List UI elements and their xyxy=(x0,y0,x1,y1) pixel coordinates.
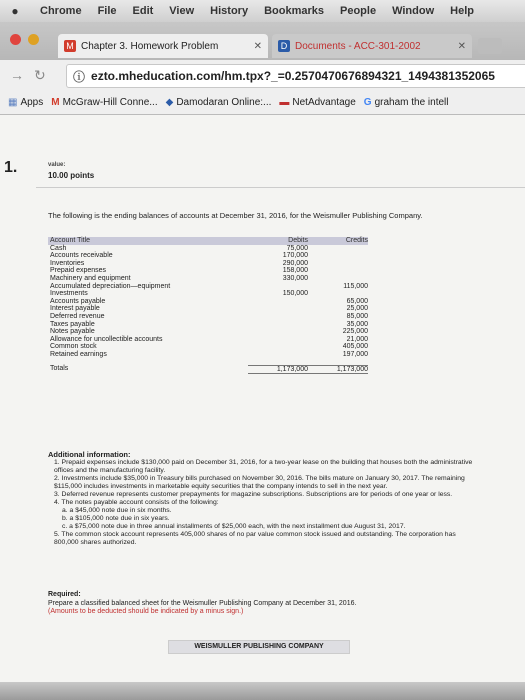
close-tab-icon[interactable]: ✕ xyxy=(457,40,466,52)
documents-favicon-icon: D xyxy=(278,40,290,52)
bookmarks-bar xyxy=(0,90,525,115)
info-item: 4. The notes payable account consists of the following: xyxy=(54,499,219,506)
bookmark-graham[interactable] xyxy=(364,97,449,108)
menu-help[interactable]: Help xyxy=(450,5,474,17)
apple-icon[interactable]: ● xyxy=(11,4,19,18)
credit-cell: 225,000 xyxy=(342,328,368,336)
account-cell: Investments xyxy=(50,290,88,298)
info-item: 1. Prepaid expenses include $130,000 paid on December 31, 2016, for a two-year lease on the building that houses both the administrative offices and the manufacturing facility. xyxy=(54,459,473,474)
balance-sheet-company-header: WEISMULLER PUBLISHING COMPANY xyxy=(168,640,350,654)
account-cell: Accounts receivable xyxy=(50,252,113,260)
netadvantage-icon: ▬ xyxy=(279,96,290,108)
tab-documents-acc[interactable] xyxy=(272,34,472,58)
new-tab-button[interactable] xyxy=(478,38,502,54)
menu-bookmarks[interactable]: Bookmarks xyxy=(264,5,324,17)
menu-window[interactable]: Window xyxy=(392,5,435,17)
account-cell: Interest payable xyxy=(50,305,100,313)
tab-title: Chapter 3. Homework Problem xyxy=(81,40,219,52)
laptop-bezel xyxy=(0,682,525,700)
table-row xyxy=(48,267,368,275)
required-text: Prepare a classified balanced sheet for the Weismuller Publishing Company at December 31, 2016. xyxy=(48,599,357,607)
diamond-icon: ◆ xyxy=(165,96,174,108)
tab-strip xyxy=(0,22,525,60)
debit-cell: 330,000 xyxy=(282,274,308,282)
bookmark-label: McGraw-Hill Conne... xyxy=(62,96,158,108)
table-body xyxy=(48,245,368,359)
account-cell: Retained earnings xyxy=(50,350,107,358)
credit-cell: 85,000 xyxy=(346,312,368,320)
debit-cell: 170,000 xyxy=(282,252,308,260)
account-cell: Inventories xyxy=(50,259,85,267)
bookmark-mcgraw-hill[interactable] xyxy=(51,97,157,108)
account-cell: Machinery and equipment xyxy=(50,274,131,282)
bookmark-netadvantage[interactable] xyxy=(279,97,355,108)
table-header-row xyxy=(48,237,368,245)
table-row xyxy=(48,298,368,306)
account-cell: Taxes payable xyxy=(50,320,95,328)
credit-cell: 21,000 xyxy=(346,335,368,343)
tab-title: Documents - ACC-301-2002 xyxy=(295,40,421,52)
table-row xyxy=(48,343,368,351)
table-row xyxy=(48,290,368,298)
google-icon: G xyxy=(363,96,372,108)
bookmark-label: Damodaran Online:... xyxy=(176,96,272,108)
back-arrow-icon[interactable]: → xyxy=(10,67,24,83)
question-intro: The following is the ending balances of accounts at December 31, 2016, for the Weismuller Publishing Company. xyxy=(48,211,423,220)
note-item: c. a $75,000 note due in three annual installments of $25,000 each, with the next installment due August 31, 2017. xyxy=(62,523,406,530)
account-cell: Notes payable xyxy=(50,328,95,336)
menu-history[interactable]: History xyxy=(210,5,249,17)
question-number: 1. xyxy=(4,159,18,176)
bookmark-label: graham the intell xyxy=(374,96,449,108)
account-cell: Deferred revenue xyxy=(50,312,105,320)
reload-icon[interactable]: ↻ xyxy=(34,66,46,83)
toolbar xyxy=(0,60,525,90)
bookmark-label: NetAdvantage xyxy=(292,96,356,108)
credit-cell: 65,000 xyxy=(346,297,368,305)
account-cell: Common stock xyxy=(50,343,97,351)
account-cell: Cash xyxy=(50,244,67,252)
totals-debit: 1,173,000 xyxy=(248,365,308,375)
menu-people[interactable]: People xyxy=(340,5,377,17)
column-header-credits: Credits xyxy=(345,237,368,244)
totals-row xyxy=(48,365,368,373)
table-row xyxy=(48,275,368,283)
additional-info-heading: Additional information: xyxy=(48,450,131,459)
apps-grid-icon: ▦ xyxy=(8,96,18,108)
credit-cell: 405,000 xyxy=(342,343,368,351)
window-controls xyxy=(10,34,39,45)
note-item: b. a $105,000 note due in six years. xyxy=(62,515,170,522)
credit-cell: 197,000 xyxy=(342,350,368,358)
bookmark-damodaran[interactable] xyxy=(166,97,272,108)
account-cell: Accounts payable xyxy=(50,297,106,305)
table-row xyxy=(48,245,368,253)
totals-credit: 1,173,000 xyxy=(308,365,368,375)
menu-edit[interactable]: Edit xyxy=(132,5,154,17)
minimize-window-button[interactable] xyxy=(28,34,39,45)
required-note: (Amounts to be deducted should be indicated by a minus sign.) xyxy=(48,608,244,615)
info-item: 3. Deferred revenue represents customer prepayments for magazine subscriptions. Subscriptions are for periods of one year or less. xyxy=(54,491,453,498)
close-window-button[interactable] xyxy=(10,34,21,45)
info-icon[interactable]: ⓘ xyxy=(73,69,86,84)
additional-information xyxy=(48,451,478,547)
mcgraw-hill-favicon-icon: M xyxy=(64,40,76,52)
url-text: ezto.mheducation.com/hm.tpx?_=0.2570470676894321_1494381352065 xyxy=(91,69,495,83)
address-bar[interactable] xyxy=(66,64,525,88)
column-header-account: Account Title xyxy=(50,237,91,244)
bookmark-apps[interactable] xyxy=(8,97,43,108)
table-row xyxy=(48,351,368,359)
table-row xyxy=(48,313,368,321)
table-row xyxy=(48,336,368,344)
menu-file[interactable]: File xyxy=(97,5,117,17)
required-section xyxy=(48,591,478,617)
mac-menubar xyxy=(0,0,525,22)
table-row xyxy=(48,260,368,268)
column-header-debits: Debits xyxy=(288,237,308,244)
points-value: 10.00 points xyxy=(48,171,95,180)
menu-view[interactable]: View xyxy=(169,5,195,17)
tab-chapter-3-homework[interactable] xyxy=(58,34,268,58)
info-item: 2. Investments include $35,000 in Treasury bills purchased on November 30, 2016. The bills mature on January 30, 2017. The remaining $115,000 includes investments in marketable equity securities that the company intends to sell in the next year. xyxy=(54,475,465,490)
info-item: 5. The common stock account represents 405,000 shares of no par value common stock issued and outstanding. The corporation has 800,000 shares authorized. xyxy=(54,531,456,546)
credit-cell: 115,000 xyxy=(343,282,368,290)
table-row xyxy=(48,283,368,291)
mcgraw-hill-icon: M xyxy=(51,96,60,108)
required-heading: Required: xyxy=(48,591,81,598)
bookmark-label: Apps xyxy=(20,96,44,108)
close-tab-icon[interactable]: ✕ xyxy=(253,40,262,52)
account-cell: Prepaid expenses xyxy=(50,267,107,275)
table-row xyxy=(48,305,368,313)
debit-cell: 290,000 xyxy=(282,259,308,267)
totals-label: Totals xyxy=(50,364,69,372)
table-row xyxy=(48,252,368,260)
divider xyxy=(36,187,525,188)
value-label: value: xyxy=(48,162,66,168)
menu-chrome[interactable]: Chrome xyxy=(40,5,82,17)
account-cell: Accumulated depreciation—equipment xyxy=(50,282,171,290)
credit-cell: 35,000 xyxy=(346,320,368,328)
debit-cell: 158,000 xyxy=(282,267,308,275)
debit-cell: 75,000 xyxy=(286,244,308,252)
table-row xyxy=(48,328,368,336)
credit-cell: 25,000 xyxy=(346,305,368,313)
note-item: a. a $45,000 note due in six months. xyxy=(62,507,172,514)
table-row xyxy=(48,321,368,329)
account-cell: Allowance for uncollectible accounts xyxy=(50,335,163,343)
trial-balance-table xyxy=(48,237,368,372)
debit-cell: 150,000 xyxy=(282,290,308,298)
page-content xyxy=(0,115,525,700)
